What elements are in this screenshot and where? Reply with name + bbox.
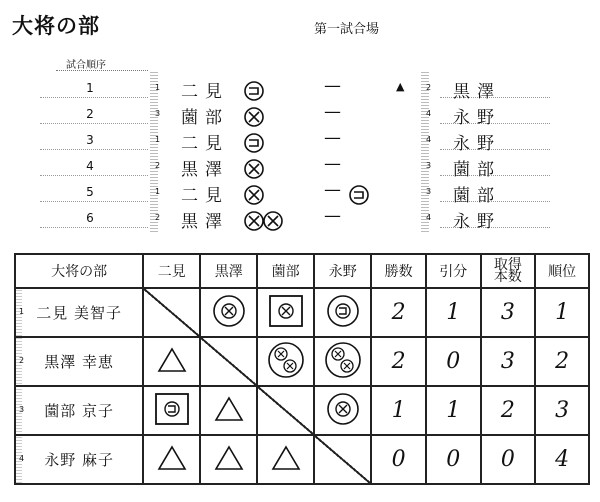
points-cell: 2 (481, 386, 536, 435)
match-row (0, 180, 600, 206)
rank-cell: 1 (535, 288, 589, 337)
right-player-name: 薗部 (453, 186, 501, 206)
header-points-bottom: 本数 (493, 269, 522, 285)
win-double-men-icon (266, 340, 306, 380)
draw-triangle-icon (214, 395, 244, 423)
player-cell (15, 435, 143, 484)
match-order: 6 (86, 211, 94, 225)
points-cell: 0 (481, 435, 536, 484)
draws-cell: 1 (426, 386, 481, 435)
warning-triangle: ▲ (396, 80, 405, 93)
left-player-name: 二見 (181, 134, 229, 154)
self-match-cell (314, 435, 371, 484)
match-row-rule (40, 123, 148, 124)
draw-triangle-icon (214, 444, 244, 472)
left-player-number: 1 (155, 187, 161, 196)
header-kurosawa: 黒澤 (200, 254, 257, 288)
order-header: 試合順序 (66, 60, 106, 71)
player-cell (15, 288, 143, 337)
wins-cell: 2 (371, 337, 426, 386)
match-dash: — (324, 128, 341, 148)
right-player-number: 4 (426, 109, 432, 118)
result-cell (200, 435, 257, 484)
rank-cell: 3 (535, 386, 589, 435)
results-table (14, 253, 590, 485)
result-cell (257, 435, 314, 484)
men-circle-icon (243, 157, 265, 181)
points-cell: 3 (481, 288, 536, 337)
draws-cell: 0 (426, 337, 481, 386)
rank-cell: 4 (535, 435, 589, 484)
draw-triangle-icon (157, 444, 187, 472)
men-circle-icon (262, 209, 284, 233)
result-cell (200, 288, 257, 337)
men-circle-icon (243, 105, 265, 129)
player-name: 二見 美智子 (36, 304, 123, 322)
result-row (15, 337, 589, 386)
header-points-top: 取得 (493, 257, 522, 273)
page-title: 大将の部 (12, 14, 100, 38)
match-row (0, 102, 600, 128)
match-row-rule (40, 227, 148, 228)
kote-circle-icon (348, 183, 370, 207)
left-player-number: 1 (155, 83, 161, 92)
right-player-number: 4 (426, 213, 432, 222)
draws-cell: 1 (426, 288, 481, 337)
left-player-name: 黒澤 (181, 160, 229, 180)
right-player-name: 薗部 (453, 160, 501, 180)
venue-label: 第一試合場 (314, 22, 380, 37)
win-double-men-icon (323, 340, 363, 380)
match-order: 1 (86, 81, 94, 95)
match-row (0, 128, 600, 154)
win-kote-icon (325, 293, 361, 329)
match-order: 5 (86, 185, 94, 199)
wins-cell: 0 (371, 435, 426, 484)
left-player-name: 二見 (181, 82, 229, 102)
kote-circle-icon (243, 79, 265, 103)
win-men-icon (211, 293, 247, 329)
header-points (481, 254, 536, 288)
result-cell (257, 337, 314, 386)
result-cell (314, 288, 371, 337)
result-row (15, 386, 589, 435)
left-player-number: 3 (155, 109, 161, 118)
player-cell (15, 386, 143, 435)
player-name: 薗部 京子 (44, 402, 115, 420)
men-circle-icon (243, 183, 265, 207)
match-order: 4 (86, 159, 94, 173)
left-player-name: 二見 (181, 186, 229, 206)
player-number: 1 (19, 307, 25, 316)
self-match-cell (257, 386, 314, 435)
result-row (15, 435, 589, 484)
header-sonobe: 薗部 (257, 254, 314, 288)
draw-triangle-icon (157, 346, 187, 374)
win-box-men-icon (267, 293, 305, 329)
header-division: 大将の部 (15, 254, 143, 288)
match-order: 2 (86, 107, 94, 121)
left-player-name: 黒澤 (181, 212, 229, 232)
player-name: 永野 麻子 (44, 451, 115, 469)
match-row-rule (40, 175, 148, 176)
kote-circle-icon (243, 131, 265, 155)
rank-cell: 2 (535, 337, 589, 386)
player-number: 3 (19, 405, 25, 414)
right-player-number: 3 (426, 161, 432, 170)
win-men-icon (325, 391, 361, 427)
header-nagano: 永野 (314, 254, 371, 288)
result-cell (200, 386, 257, 435)
match-dash: — (324, 180, 341, 200)
points-cell: 3 (481, 337, 536, 386)
match-dash: — (324, 102, 341, 122)
match-row-rule (40, 97, 148, 98)
match-row (0, 154, 600, 180)
match-row (0, 206, 600, 232)
right-player-number: 4 (426, 135, 432, 144)
right-player-number: 3 (426, 187, 432, 196)
wins-cell: 1 (371, 386, 426, 435)
header-draws: 引分 (426, 254, 481, 288)
win-box-kote-icon (153, 391, 191, 427)
result-cell (143, 435, 200, 484)
results-header-row (15, 254, 589, 288)
left-score-mark (262, 209, 284, 237)
result-cell (143, 337, 200, 386)
right-player-name: 永野 (453, 212, 501, 232)
left-player-number: 2 (155, 161, 161, 170)
result-row (15, 288, 589, 337)
right-player-name: 永野 (453, 108, 501, 128)
match-dash: — (324, 76, 341, 96)
match-order: 3 (86, 133, 94, 147)
left-player-number: 2 (155, 213, 161, 222)
match-row-rule (40, 201, 148, 202)
player-cell (15, 337, 143, 386)
order-header-rule (56, 70, 148, 71)
left-player-name: 薗部 (181, 108, 229, 128)
match-row-rule (40, 149, 148, 150)
right-player-number: 2 (426, 83, 432, 92)
result-cell (257, 288, 314, 337)
result-cell (143, 386, 200, 435)
draws-cell: 0 (426, 435, 481, 484)
match-row (0, 76, 600, 102)
right-player-name: 黒澤 (453, 82, 501, 102)
self-match-cell (200, 337, 257, 386)
wins-cell: 2 (371, 288, 426, 337)
self-match-cell (143, 288, 200, 337)
left-player-number: 1 (155, 135, 161, 144)
header-futami: 二見 (143, 254, 200, 288)
player-name: 黒澤 幸恵 (44, 353, 115, 371)
result-cell (314, 337, 371, 386)
header-wins: 勝数 (371, 254, 426, 288)
match-dash: — (324, 206, 341, 226)
player-number: 4 (19, 454, 25, 463)
result-cell (314, 386, 371, 435)
right-player-name: 永野 (453, 134, 501, 154)
header-rank: 順位 (535, 254, 589, 288)
draw-triangle-icon (271, 444, 301, 472)
match-dash: — (324, 154, 341, 174)
player-number: 2 (19, 356, 25, 365)
